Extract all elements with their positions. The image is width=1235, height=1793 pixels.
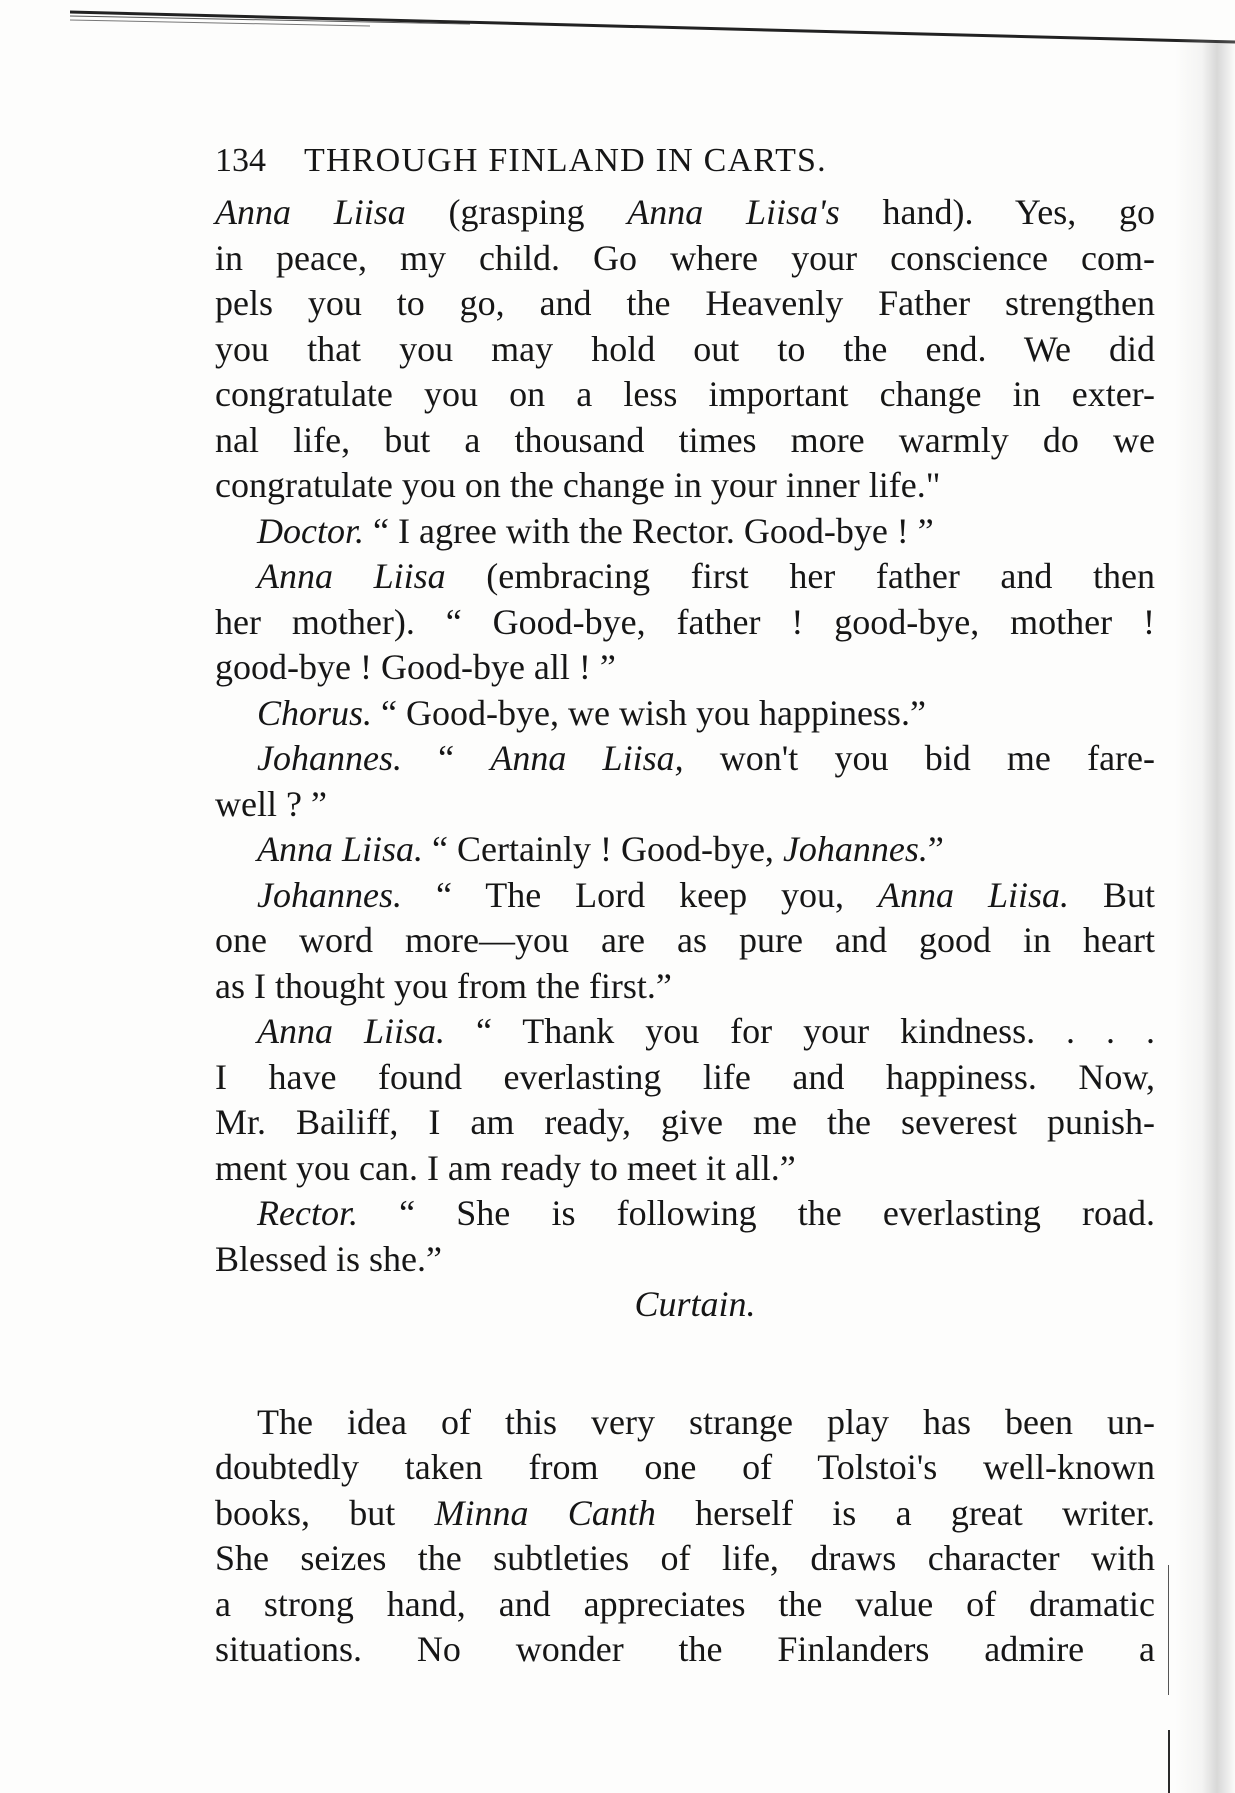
paragraph-line: The idea of this very strange play has been un- bbox=[257, 1401, 1155, 1442]
text-line: her mother). “ Good-bye, father ! good-bye, mother ! bbox=[215, 601, 1155, 642]
text-line: in peace, my child. Go where your conscience com- bbox=[215, 237, 1155, 278]
paragraph-line: a strong hand, and appreciates the value of dramatic bbox=[215, 1583, 1155, 1624]
text-line: one word more—you are as pure and good in heart bbox=[215, 920, 1155, 960]
paragraph-line: books, but Minna Canth herself is a great writer. bbox=[215, 1492, 1155, 1533]
page-number: 134 bbox=[215, 142, 266, 179]
text-line: congratulate you on the change in your inner life." bbox=[215, 465, 941, 505]
paragraph-line: She seizes the subtleties of life, draws character with bbox=[215, 1538, 1155, 1578]
dialogue-line-anna-liisa: Anna Liisa. “ Thank you for your kindness. . . . bbox=[257, 1011, 1155, 1051]
dialogue-line-anna-liisa: Anna Liisa (embracing first her father and then bbox=[257, 556, 1155, 596]
dialogue-line-johannes: Johannes. “ The Lord keep you, Anna Liisa. But bbox=[257, 874, 1155, 915]
running-header bbox=[215, 138, 1155, 186]
text-line: Blessed is she.” bbox=[215, 1238, 442, 1279]
text-line: Anna Liisa (grasping Anna Liisa's hand). Yes, go bbox=[215, 192, 1155, 232]
paragraph-line: doubtedly taken from one of Tolstoi's well-known bbox=[215, 1447, 1155, 1487]
dialogue-line-chorus: Chorus. “ Good-bye, we wish you happiness.” bbox=[257, 692, 926, 733]
text-line: ment you can. I am ready to meet it all.” bbox=[215, 1147, 796, 1188]
paragraph-gap bbox=[215, 1328, 1155, 1400]
dialogue-line-doctor: Doctor. “ I agree with the Rector. Good-bye ! ” bbox=[257, 510, 934, 551]
text-line: good-bye ! Good-bye all ! ” bbox=[215, 647, 616, 687]
page-text bbox=[215, 138, 1155, 1673]
text-line: congratulate you on a less important change in exter- bbox=[215, 374, 1155, 414]
text-line: Mr. Bailiff, I am ready, give me the severest punish- bbox=[215, 1102, 1155, 1142]
running-title: THROUGH FINLAND IN CARTS. bbox=[304, 142, 827, 179]
binding-edge-line bbox=[1168, 1565, 1169, 1695]
text-line: well ? ” bbox=[215, 783, 327, 824]
dialogue-line-johannes: Johannes. “ Anna Liisa, won't you bid me fare- bbox=[257, 738, 1155, 778]
text-line: pels you to go, and the Heavenly Father strengthen bbox=[215, 283, 1155, 323]
text-line: as I thought you from the first.” bbox=[215, 965, 672, 1006]
text-line: you that you may hold out to the end. We did bbox=[215, 328, 1155, 369]
binding-shadow bbox=[1175, 40, 1235, 1793]
binding-edge-line-lower bbox=[1168, 1730, 1170, 1793]
text-line: I have found everlasting life and happiness. Now, bbox=[215, 1056, 1155, 1097]
dialogue-line-anna-liisa: Anna Liisa. “ Certainly ! Good-bye, Johannes.” bbox=[257, 829, 944, 869]
paragraph-line: situations. No wonder the Finlanders admire a bbox=[215, 1629, 1155, 1669]
text-line: nal life, but a thousand times more warmly do we bbox=[215, 419, 1155, 460]
scan-top-rule bbox=[70, 8, 1235, 48]
stage-direction-curtain: Curtain. bbox=[634, 1284, 756, 1324]
dialogue-line-rector: Rector. “ She is following the everlasting road. bbox=[257, 1193, 1155, 1233]
